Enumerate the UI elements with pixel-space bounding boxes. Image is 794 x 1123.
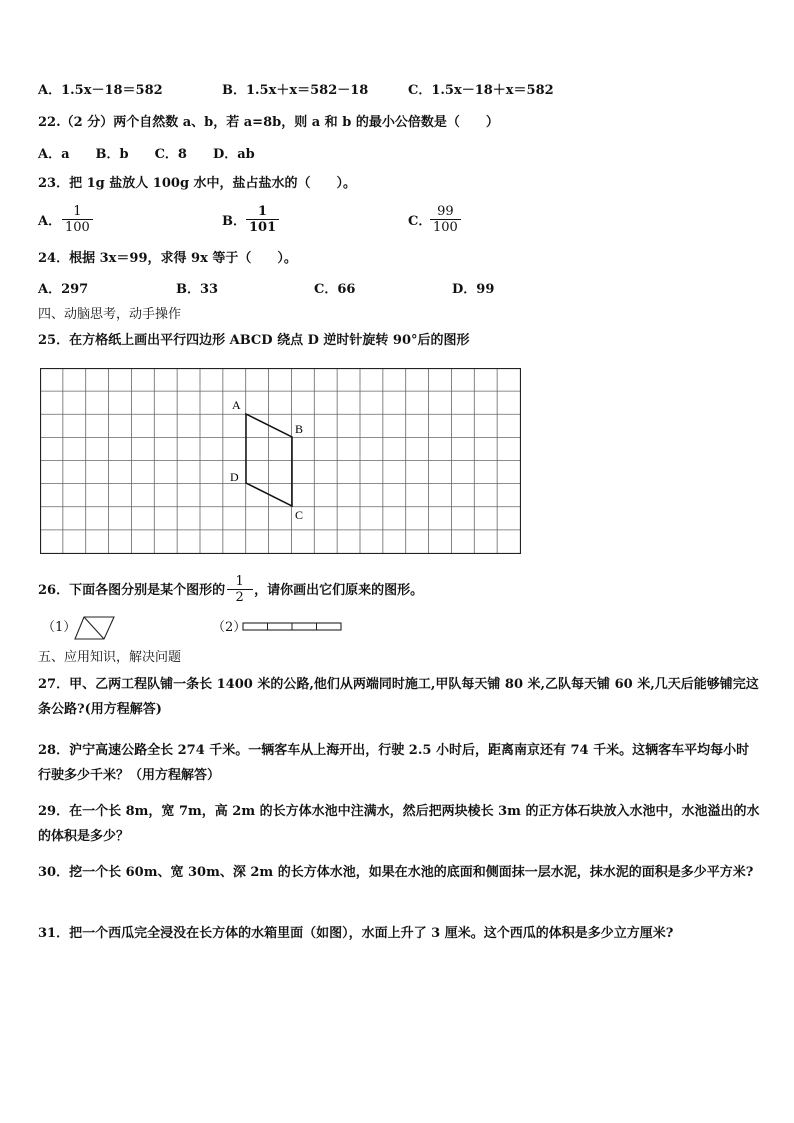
q26-figure-2-label: （2） xyxy=(212,620,247,635)
q24-option-d: D．99 xyxy=(452,282,495,297)
fraction-numerator: 1 xyxy=(235,574,244,589)
fraction-numerator: 1 xyxy=(73,204,82,219)
q21-option-b: B．1.5x＋x＝582－18 xyxy=(222,83,369,98)
q21-option-c: C．1.5x－18＋x＝582 xyxy=(408,83,554,98)
q26-stem xyxy=(38,575,423,606)
q22-stem: 22.（2 分）两个自然数 a、b，若 a=8b，则 a 和 b 的最小公倍数是（ ） xyxy=(38,115,499,130)
q23-option-c-label: C． xyxy=(408,214,432,229)
vertex-label-c: C xyxy=(295,508,304,522)
q25-stem: 25．在方格纸上画出平行四边形 ABCD 绕点 D 逆时针旋转 90°后的图形 xyxy=(38,333,470,348)
fraction-denominator: 101 xyxy=(249,220,277,235)
q22-options: A．a B．b C．8 D．ab xyxy=(38,147,255,162)
q26-figure-1 xyxy=(74,615,116,641)
q29-text: 29．在一个长 8m，宽 7m，高 2m 的长方体水池中注满水，然后把两块棱长 3m 的正方体石块放入水池中，水池溢出的水的体积是多少？ xyxy=(38,804,760,844)
vertex-label-d: D xyxy=(230,470,239,484)
vertex-label-b: B xyxy=(295,422,304,436)
grid-border xyxy=(41,369,521,554)
grid-paper xyxy=(40,368,521,554)
q23-option-a-fraction xyxy=(62,204,93,235)
parallelogram-abcd xyxy=(246,414,292,506)
q23-stem: 23．把 1g 盐放人 100g 水中，盐占盐水的（ ）。 xyxy=(38,176,357,191)
q28-text: 28．沪宁高速公路全长 274 千米。一辆客车从上海开出，行驶 2.5 小时后，距离南京还有 74 千米。这辆客车平均每小时行驶多少千米？（用方程解答） xyxy=(38,743,750,783)
q26-stem-after: ，请你画出它们原来的图形。 xyxy=(254,583,424,598)
section-heading-5: 五、应用知识，解决问题 xyxy=(38,650,182,665)
q31-text: 31．把一个西瓜完全浸没在长方体的水箱里面（如图），水面上升了 3 厘米。这个西瓜的体积是多少立方厘米? xyxy=(38,926,674,941)
q24-option-a: A．297 xyxy=(38,282,89,297)
q21-option-a: A．1.5x－18＝582 xyxy=(38,83,163,98)
q26-figure-1-label: （1） xyxy=(42,620,77,635)
q27-text: 27．甲、乙两工程队铺一条长 1400 米的公路,他们从两端同时施工,甲队每天铺 80 米,乙队每天铺 60 米,几天后能够铺完这条公路?(用方程解答) xyxy=(38,677,759,717)
q26-stem-before: 26．下面各图分别是某个图形的 xyxy=(38,583,226,598)
q26-fraction xyxy=(230,574,250,605)
q30-text: 30．挖一个长 60m、宽 30m、深 2m 的长方体水池，如果在水池的底面和侧面抹一层水泥，抹水泥的面积是多少平方米? xyxy=(38,865,754,880)
fraction-numerator: 99 xyxy=(437,204,454,219)
q23-option-a-label: A． xyxy=(38,214,62,229)
q24-option-c: C．66 xyxy=(314,282,356,297)
q23-option-b-label: B． xyxy=(222,214,246,229)
fraction-denominator: 2 xyxy=(235,590,244,605)
fraction-numerator: 1 xyxy=(258,204,268,219)
q24-option-b: B．33 xyxy=(176,282,219,297)
fraction-denominator: 100 xyxy=(65,220,90,235)
section-heading-4: 四、动脑思考，动手操作 xyxy=(38,307,182,322)
q24-stem: 24．根据 3x＝99，求得 9x 等于（ ）。 xyxy=(38,251,297,266)
fraction-denominator: 100 xyxy=(433,220,458,235)
q23-option-c-fraction xyxy=(430,204,461,235)
vertex-label-a: A xyxy=(232,398,241,412)
q23-option-b-fraction xyxy=(246,204,279,235)
q26-figure-2 xyxy=(242,621,344,633)
